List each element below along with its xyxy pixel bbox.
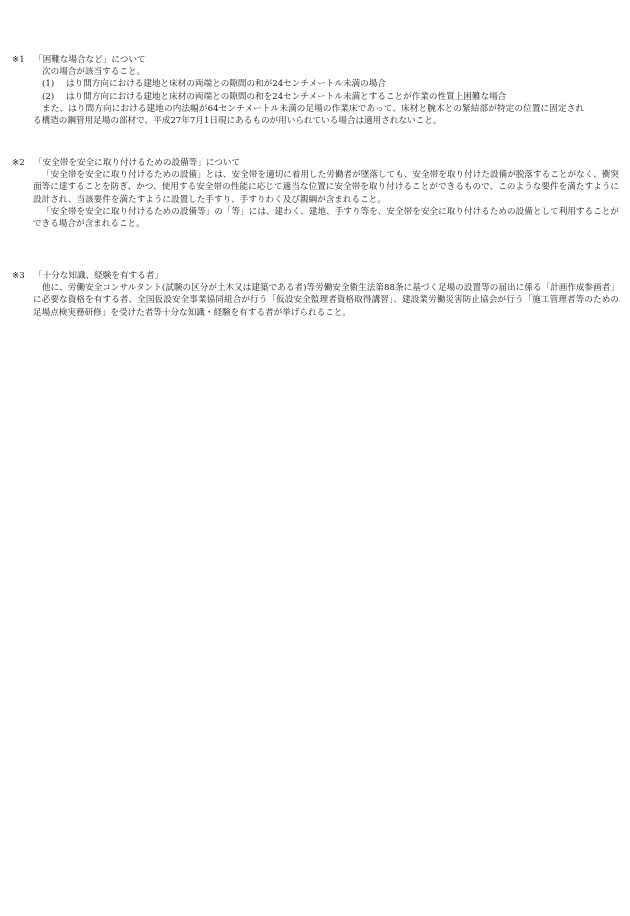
note-3 [0, 270, 630, 319]
note-1-header [0, 54, 630, 66]
note-1-item-2-number: (2) [42, 91, 55, 102]
note-2-paragraph-1: 「安全帯を安全に取り付けるための設備」とは、安全帯を適切に着用した労働者が墜落しても、安全帯を取り付けた設備が脱落することがなく、衝突面等に達することを防ぎ、かつ、使用する安全帯の性能に応じて適当な位置に安全帯を取り付けることができるもので、このような要件を満たすように設計され、当該要件を満たすように設置した手すり、手すりわく及び親綱が含まれること。 [33, 170, 619, 205]
note-2-header [0, 157, 630, 169]
note-1-item-1-number: (1) [42, 79, 55, 90]
note-2 [0, 157, 630, 230]
note-2-paragraph-2: 「安全帯を安全に取り付けるための設備等」の「等」には、建わく、建地、手すり等を、安全帯を安全に取り付けるための設備として利用することができる場合が含まれること。 [33, 206, 619, 229]
note-1-item-2-text: はり間方向における建地と床材の両端との隙間の和を24センチメートル未満とすることが作業の性質上困難な場合 [66, 91, 507, 102]
note-2-heading: 「安全帯を安全に取り付けるための設備等」について [34, 158, 241, 168]
note-3-paragraph: 他に、労働安全コンサルタント(試験の区分が土木又は建築である者)等労働安全衛生法第88条に基づく足場の設置等の届出に係る「計画作成参画者」に必要な資格を有する者、全国仮設安全事業協同組合が行う「仮設安全監理者資格取得講習」、建設業労働災害防止協会が行う「施工管理者等のための足場点検実務研修」を受けた者等十分な知識・経験を有する者が挙げられること。 [33, 283, 619, 318]
note-2-mark: ※2 [12, 158, 25, 168]
note-1-heading: 「困難な場合など」について [34, 55, 146, 65]
note-3-heading: 「十分な知識、経験を有する者」 [34, 271, 163, 281]
note-1 [0, 54, 630, 127]
note-1-item-2 [0, 91, 630, 103]
note-1-paragraph: また、はり間方向における建地の内法幅が64センチメートル未満の足場の作業床であって、床材と腕木との緊結部が特定の位置に固定される構造の鋼管用足場の部材で、平成27年7月1日現にあるものが用いられている場合は適用されないこと。 [33, 103, 584, 126]
note-3-header [0, 270, 630, 282]
note-1-mark: ※1 [12, 55, 25, 65]
note-3-mark: ※3 [12, 271, 25, 281]
note-1-item-1-text: はり間方向における建地と床材の両端との隙間の和が24センチメートル未満の場合 [66, 79, 386, 90]
note-1-item-1 [0, 78, 630, 90]
note-1-intro: 次の場合が該当すること。 [42, 67, 146, 78]
